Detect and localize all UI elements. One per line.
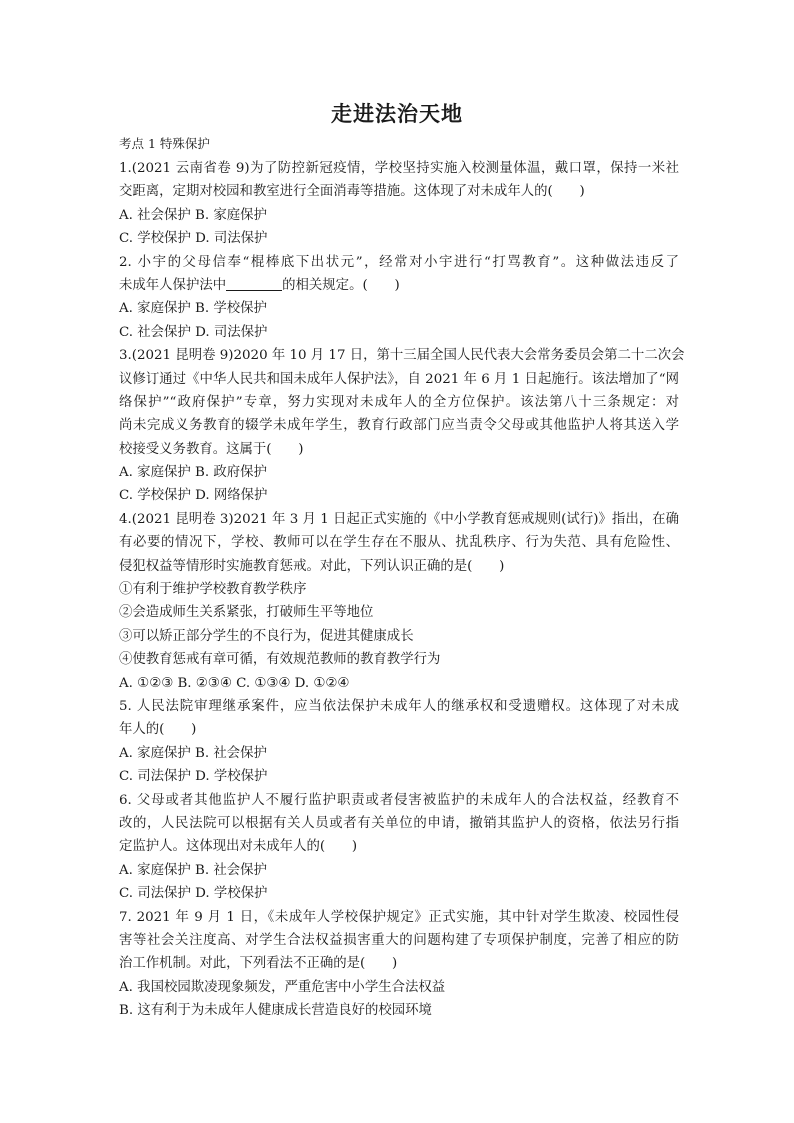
question-3-line-1: 3.(2021 昆明卷 9)2020 年 10 月 17 日，第十三届全国人民代表大会常务委员会第二十二次会 bbox=[119, 348, 685, 364]
question-4-statement-1: ①有利于维护学校教育教学秩序 bbox=[119, 582, 307, 598]
question-5-line-1: 5. 人民法院审理继承案件，应当依法保护未成年人的继承权和受遗赠权。这体现了对未成 bbox=[119, 698, 679, 714]
question-3-options-ab: A. 家庭保护 B. 政府保护 bbox=[119, 465, 267, 481]
question-3-line-2: 议修订通过《中华人民共和国未成年人保护法》，自 2021 年 6 月 1 日起施行。该法增加了“网 bbox=[119, 371, 679, 387]
question-6-line-2: 改的，人民法院可以根据有关人员或者有关单位的申请，撤销其监护人的资格，依法另行指 bbox=[119, 815, 679, 831]
question-6-options-cd: C. 司法保护 D. 学校保护 bbox=[119, 886, 268, 902]
question-list bbox=[119, 134, 685, 1022]
question-5-line-2: 年人的( ) bbox=[119, 722, 197, 738]
question-3-line-3: 络保护”“政府保护”专章，努力实现对未成年人的全方位保护。该法第八十三条规定：对 bbox=[119, 394, 679, 410]
question-2-line-1: 2. 小宇的父母信奉“棍棒底下出状元”，经常对小宇进行“打骂教育”。这种做法违反了 bbox=[119, 254, 679, 270]
question-4-statement-4: ④使教育惩戒有章可循，有效规范教师的教育教学行为 bbox=[119, 652, 441, 668]
question-1-options-ab: A. 社会保护 B. 家庭保护 bbox=[119, 207, 267, 223]
question-1-line-1: 1.(2021 云南省卷 9)为了防控新冠疫情，学校坚持实施入校测量体温，戴口罩，保持一米社 bbox=[119, 161, 679, 176]
question-7-option-b: B. 这有利于为未成年人健康成长营造良好的校园环境 bbox=[119, 1003, 432, 1019]
question-3-options-cd: C. 学校保护 D. 网络保护 bbox=[119, 488, 268, 504]
question-2-stem-a: 未成年人保护法中 bbox=[119, 277, 227, 293]
question-5-options-cd: C. 司法保护 D. 学校保护 bbox=[119, 769, 268, 785]
question-1-options-cd: C. 学校保护 D. 司法保护 bbox=[119, 231, 268, 247]
question-7-line-1: 7. 2021 年 9 月 1 日，《未成年人学校保护规定》正式实施，其中针对学生欺凌、校园性侵 bbox=[119, 909, 679, 925]
question-2-line-2 bbox=[119, 274, 679, 297]
question-4-line-3: 侵犯权益等情形时实施教育惩戒。对此，下列认识正确的是( ) bbox=[119, 558, 505, 574]
question-7-option-a: A. 我国校园欺凌现象频发，严重危害中小学生合法权益 bbox=[119, 979, 446, 995]
question-2-stem-b: 的相关规定。( ) bbox=[282, 277, 400, 293]
question-3-line-5: 校接受义务教育。这属于( ) bbox=[119, 441, 304, 457]
question-7-line-3: 治工作机制。对此，下列看法不正确的是( ) bbox=[119, 956, 398, 972]
question-2-options-ab: A. 家庭保护 B. 学校保护 bbox=[119, 301, 267, 317]
question-1-line-2: 交距离，定期对校园和教室进行全面消毒等措施。这体现了对未成年人的( ) bbox=[119, 184, 585, 200]
question-3-line-4: 尚未完成义务教育的辍学未成年学生，教育行政部门应当责令父母或其他监护人将其送入学 bbox=[119, 418, 679, 434]
question-6-line-1: 6. 父母或者其他监护人不履行监护职责或者侵害被监护的未成年人的合法权益，经教育不 bbox=[119, 792, 679, 808]
question-6-line-3: 定监护人。这体现出对未成年人的( ) bbox=[119, 839, 358, 855]
question-4-line-2: 有必要的情况下，学校、教师可以在学生存在不服从、扰乱秩序、行为失范、具有危险性、 bbox=[119, 535, 679, 551]
question-4-options: A. ①②③ B. ②③④ C. ①③④ D. ①②④ bbox=[119, 675, 350, 691]
question-7-line-2: 害等社会关注度高、对学生合法权益损害重大的问题构建了专项保护制度，完善了相应的防 bbox=[119, 932, 679, 948]
question-6-options-ab: A. 家庭保护 B. 社会保护 bbox=[119, 862, 267, 878]
question-5-options-ab: A. 家庭保护 B. 社会保护 bbox=[119, 745, 267, 761]
section-heading: 考点 1 特殊保护 bbox=[119, 136, 210, 151]
question-4-statement-2: ②会造成师生关系紧张，打破师生平等地位 bbox=[119, 605, 374, 621]
question-4-line-1: 4.(2021 昆明卷 3)2021 年 3 月 1 日起正式实施的《中小学教育惩戒规则(试行)》指出，在确 bbox=[119, 511, 679, 527]
question-2-options-cd: C. 社会保护 D. 司法保护 bbox=[119, 324, 268, 340]
question-4-statement-3: ③可以矫正部分学生的不良行为，促进其健康成长 bbox=[119, 628, 414, 644]
fill-blank bbox=[226, 276, 282, 291]
page-title: 走进法治天地 bbox=[331, 102, 463, 126]
